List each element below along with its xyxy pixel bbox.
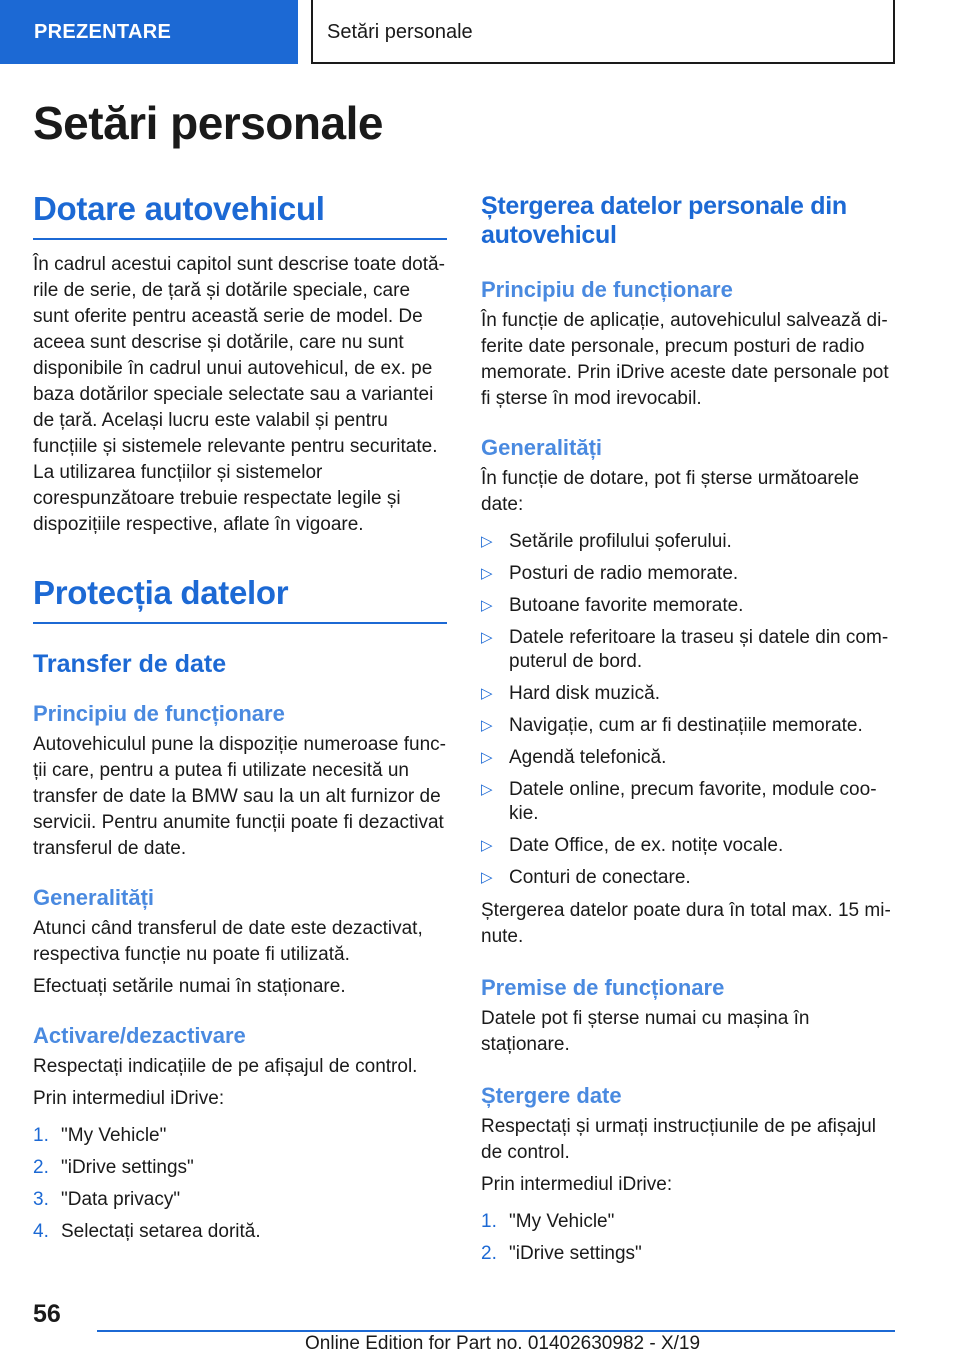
- triangle-bullet-icon: ▷: [481, 869, 493, 886]
- paragraph-generalitati-left-1: Atunci când transferul de date este dezactivat, respectiva funcție nu poate fi utilizată.: [33, 918, 423, 965]
- list-item: [481, 1242, 895, 1266]
- paragraph-activare-2: Prin intermediul iDrive:: [33, 1088, 225, 1109]
- paragraph-stergere-1: Respectați și urmați instrucțiunile de pe afișajul de control.: [481, 1116, 876, 1163]
- step-number: 1.: [481, 1211, 497, 1232]
- bullet-text: Date Office, de ex. notițe vocale.: [509, 835, 784, 856]
- paragraph-dotare: În cadrul acestui capitol sunt descrise toate dotările de serie, de țară și dotările speciale, care sunt oferite pentru această serie de model. De aceea sunt descrise și dotările, care nu sunt disponibile în cadrul unui autovehicul, de ex. pe baza dotărilor speciale selectate sau a variantei de țară. Același lucru este valabil și pentru funcțiile și sistemele relevante pentru securitate. La utilizarea funcțiilor și sistemelor corespunzătoare trebuie respectate legile și dispozițiile respective, aflate în vigoare.: [33, 254, 445, 535]
- right-column: [481, 192, 895, 1274]
- heading-dotare: Dotare autovehicul: [33, 188, 447, 240]
- bullet-text: Navigație, cum ar fi destinațiile memorate.: [509, 715, 863, 736]
- paragraph-activare-1: Respectați indicațiile de pe afișajul de control.: [33, 1056, 418, 1077]
- triangle-bullet-icon: ▷: [481, 629, 493, 646]
- list-item: [481, 866, 895, 890]
- page-header: [0, 0, 960, 66]
- paragraph-generalitati-right: În funcție de dotare, pot fi șterse următoarele date:: [481, 468, 860, 515]
- triangle-bullet-icon: ▷: [481, 533, 493, 550]
- section-tab[interactable]: PREZENTARE: [0, 0, 298, 64]
- page-number: 56: [33, 1300, 61, 1328]
- triangle-bullet-icon: ▷: [481, 781, 493, 798]
- triangle-bullet-icon: ▷: [481, 597, 493, 614]
- triangle-bullet-icon: ▷: [481, 685, 493, 702]
- list-item: [481, 626, 895, 674]
- heading-premise: Premise de funcționare: [481, 975, 725, 1000]
- list-item: [481, 834, 895, 858]
- triangle-bullet-icon: ▷: [481, 565, 493, 582]
- steps-list-left: [33, 1124, 447, 1244]
- paragraph-principiu-left: Autovehiculul pune la dispoziție numeroase funcții care, pentru a putea fi utilizate necesită un transfer de date la BMW sau la un alt furnizor de servicii. Pentru anumite funcții poate fi dezactivat transferul de date.: [33, 734, 446, 859]
- list-item: [481, 778, 895, 826]
- step-text: "My Vehicle": [509, 1211, 615, 1232]
- heading-protectia: Protecția datelor: [33, 572, 447, 624]
- step-text: "My Vehicle": [61, 1125, 167, 1146]
- chapter-tab[interactable]: Setări personale: [311, 0, 895, 64]
- step-number: 2.: [33, 1157, 49, 1178]
- heading-principiu-left: Principiu de funcționare: [33, 701, 285, 726]
- heading-transfer: Transfer de date: [33, 650, 227, 678]
- list-item: [33, 1188, 447, 1212]
- paragraph-duration: Ștergerea datelor poate dura în total max. 15 minute.: [481, 900, 891, 947]
- triangle-bullet-icon: ▷: [481, 749, 493, 766]
- step-number: 4.: [33, 1221, 49, 1242]
- paragraph-generalitati-left-2: Efectuați setările numai în staționare.: [33, 976, 346, 997]
- bullet-text: Butoane favorite memorate.: [509, 595, 744, 616]
- step-text: "Data privacy": [61, 1189, 181, 1210]
- heading-generalitati-right: Generalități: [481, 435, 603, 460]
- bullet-text: Conturi de conectare.: [509, 867, 691, 888]
- list-item: [481, 746, 895, 770]
- list-item: [481, 530, 895, 554]
- list-item: [481, 594, 895, 618]
- paragraph-principiu-right: În funcție de aplicație, autovehiculul salvează diferite date personale, precum posturi de radio memorate. Prin iDrive aceste date personale pot fi șterse în mod irevocabil.: [481, 310, 889, 409]
- paragraph-premise: Datele pot fi șterse numai cu mașina în staționare.: [481, 1008, 810, 1055]
- list-item: [33, 1156, 447, 1180]
- left-column: [33, 188, 447, 1252]
- bullet-text: Datele online, precum favorite, module cookie.: [509, 779, 877, 824]
- list-item: [481, 682, 895, 706]
- bullet-text: Setările profilului șoferului.: [509, 531, 732, 552]
- step-number: 2.: [481, 1243, 497, 1264]
- bullet-text: Hard disk muzică.: [509, 683, 660, 704]
- triangle-bullet-icon: ▷: [481, 717, 493, 734]
- heading-principiu-right: Principiu de funcționare: [481, 277, 733, 302]
- heading-stergere-date: Ștergere date: [481, 1083, 622, 1108]
- triangle-bullet-icon: ▷: [481, 837, 493, 854]
- paragraph-stergere-2: Prin intermediul iDrive:: [481, 1174, 673, 1195]
- bullet-text: Datele referitoare la traseu și datele din computerul de bord.: [509, 627, 889, 672]
- page-title: Setări personale: [33, 97, 383, 149]
- list-item: [481, 1210, 895, 1234]
- step-text: "iDrive settings": [509, 1243, 642, 1264]
- heading-activare: Activare/dezactivare: [33, 1023, 246, 1048]
- heading-stergerea: Ștergerea datelor personale din autovehicul: [481, 192, 847, 249]
- steps-list-right: [481, 1210, 895, 1266]
- list-item: [481, 562, 895, 586]
- data-bullet-list: [481, 530, 895, 890]
- footer-divider: [97, 1330, 895, 1332]
- list-item: [33, 1220, 447, 1244]
- bullet-text: Posturi de radio memorate.: [509, 563, 739, 584]
- list-item: [33, 1124, 447, 1148]
- bullet-text: Agendă telefonică.: [509, 747, 667, 768]
- heading-generalitati-left: Generalități: [33, 885, 155, 910]
- step-text: "iDrive settings": [61, 1157, 194, 1178]
- step-number: 1.: [33, 1125, 49, 1146]
- step-text: Selectați setarea dorită.: [61, 1221, 261, 1242]
- step-number: 3.: [33, 1189, 49, 1210]
- footer-edition: Online Edition for Part no. 01402630982 - X/19: [305, 1333, 701, 1354]
- list-item: [481, 714, 895, 738]
